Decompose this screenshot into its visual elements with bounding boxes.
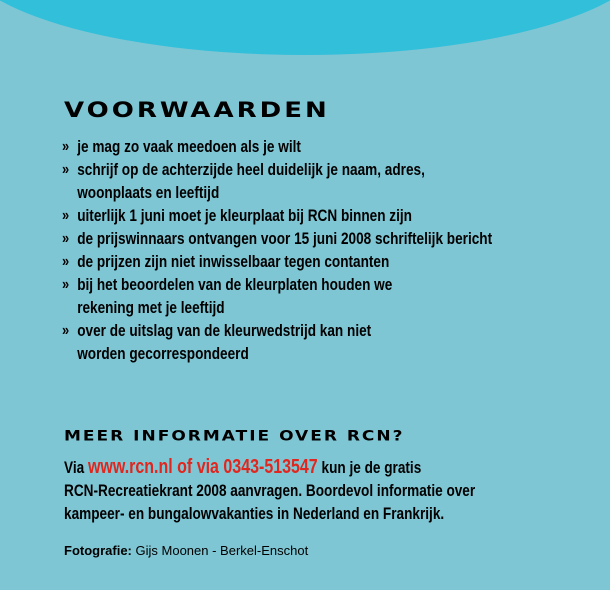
- conditions-heading: VOORWAARDEN: [64, 98, 330, 123]
- condition-text-line: woonplaats en leeftijd: [77, 183, 220, 202]
- credit-label: Fotografie:: [64, 543, 132, 558]
- condition-text-line: schrijf op de achterzijde heel duidelijk je naam, adres,: [77, 160, 425, 179]
- credit-name: Gijs Moonen - Berkel-Enschot: [135, 543, 309, 558]
- condition-item: [62, 273, 492, 319]
- info-paragraph: [64, 456, 578, 525]
- condition-text-line: rekening met je leeftijd: [77, 298, 225, 317]
- info-heading: MEER INFORMATIE OVER RCN?: [64, 428, 405, 445]
- bullet-icon: »: [62, 207, 70, 224]
- conditions-list: [62, 135, 600, 365]
- photo-credit: [64, 543, 308, 558]
- info-line-3: kampeer- en bungalowvakanties in Nederland en Frankrijk.: [64, 504, 445, 523]
- condition-item: [62, 250, 492, 273]
- condition-item: [62, 158, 492, 204]
- condition-text-line: je mag zo vaak meedoen als je wilt: [77, 137, 301, 156]
- bullet-icon: »: [62, 276, 70, 293]
- bullet-icon: »: [62, 253, 70, 270]
- condition-item: [62, 319, 492, 365]
- condition-item: [62, 227, 492, 250]
- condition-text-line: worden gecorrespondeerd: [77, 344, 249, 363]
- bullet-icon: »: [62, 322, 70, 339]
- info-line-2: RCN-Recreatiekrant 2008 aanvragen. Boordevol informatie over: [64, 481, 476, 500]
- bullet-icon: »: [62, 230, 70, 247]
- condition-text-line: uiterlijk 1 juni moet je kleurplaat bij RCN binnen zijn: [77, 206, 412, 225]
- info-prefix: Via: [64, 458, 85, 477]
- condition-item: [62, 135, 492, 158]
- condition-text-line: de prijswinnaars ontvangen voor 15 juni 2008 schriftelijk bericht: [77, 229, 493, 248]
- condition-text-line: bij het beoordelen van de kleurplaten houden we: [77, 275, 393, 294]
- info-suffix: kun je de gratis: [321, 458, 422, 477]
- rcn-contact-link[interactable]: www.rcn.nl of via 0343-513547: [87, 456, 318, 478]
- info-line-1: [64, 456, 475, 479]
- bullet-icon: »: [62, 161, 70, 178]
- condition-text-line: over de uitslag van de kleurwedstrijd kan niet: [77, 321, 372, 340]
- condition-item: [62, 204, 492, 227]
- condition-text-line: de prijzen zijn niet inwisselbaar tegen contanten: [77, 252, 390, 271]
- bullet-icon: »: [62, 138, 70, 155]
